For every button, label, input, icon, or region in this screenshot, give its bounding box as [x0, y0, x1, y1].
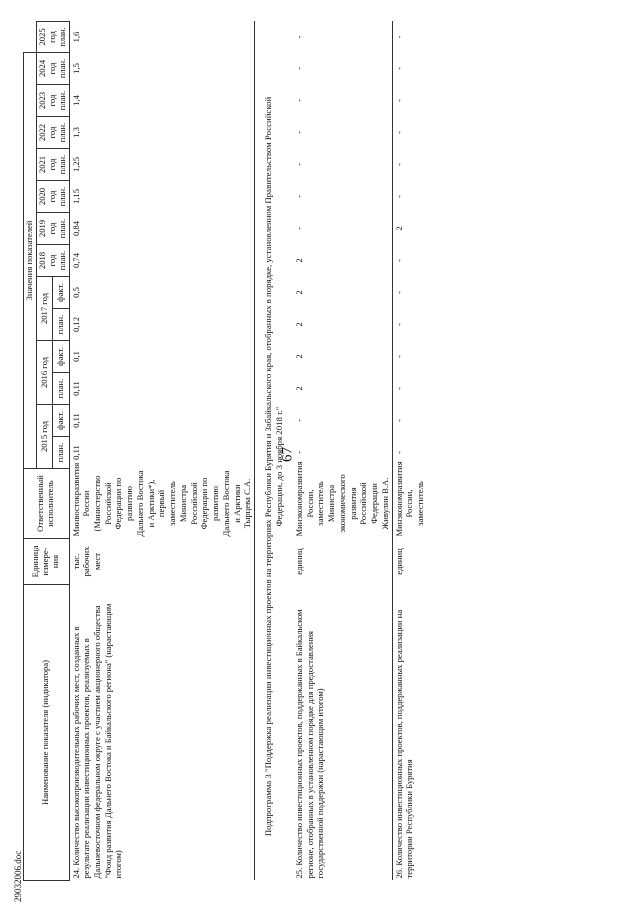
unit-cell: тыс. рабочих мест [69, 539, 254, 585]
value-cell: - [393, 419, 404, 422]
row-number: 25. [293, 867, 304, 879]
value-cell: - [393, 163, 404, 166]
value-cell: 2 [293, 341, 392, 373]
header-2016-fact: факт. [53, 341, 69, 373]
table-row [392, 22, 427, 881]
value-cell: 2 [293, 309, 392, 341]
value-cell: 2 [293, 277, 392, 309]
header-year-2024: 2024 год план. [36, 52, 69, 84]
header-2017-plan: план. [53, 309, 69, 341]
value-cell: 2 [293, 245, 392, 277]
header-year-2015: 2015 год [36, 405, 52, 469]
header-2016-plan: план. [53, 373, 69, 405]
responsible-cell: Минвостокразвития России (Министерство Российской Федерации по развитию Дальнего Востока и Арктики*), первый заместитель Министра Российской Федерации по развитию Дальнего Востока и Арктики Тырцева С.А. [69, 469, 254, 539]
value-cell: - [393, 35, 404, 39]
subprogram-title: Подпрограмма 3 "Поддержка реализации инвестиционных проектов на территориях Республики Бурятия и Забайкальского края, отобранных в порядке, установленном Правительством Российской Федерации, до 3 ноября 2018 г." [262, 96, 284, 837]
header-year-2017: 2017 год [36, 277, 52, 341]
table-row [69, 22, 254, 881]
value-cell: - [293, 22, 392, 53]
value-cell: - [293, 85, 392, 117]
value-cell: 0,11 [69, 373, 254, 405]
value-cell: 1,6 [69, 22, 254, 53]
unit-cell: единиц [393, 548, 404, 575]
value-cell: - [393, 291, 404, 294]
value-cell: 0,11 [69, 405, 254, 437]
value-cell: 1,4 [69, 85, 254, 117]
value-cell: 1,5 [69, 52, 254, 84]
header-year-2019: 2019 год план. [36, 213, 69, 245]
indicator-name-cell [293, 585, 392, 881]
header-indicator-name: Наименование показателя (индикатора) [24, 585, 70, 881]
unit-cell: единиц [293, 539, 392, 585]
value-cell: - [293, 213, 392, 245]
value-cell: 0,12 [69, 309, 254, 341]
header-year-2025: 2025 год план. [36, 22, 69, 53]
value-cell: 0,5 [69, 277, 254, 309]
footer-file-code: 29032006.doc [13, 850, 23, 902]
indicator-name: Количество инвестиционных проектов, поддержанных реализации на территории Республики Бурятия [393, 609, 415, 879]
indicator-name: Количество высокопроизводительных рабочих мест, созданных в результате реализации инвестиционных проектов, реализуемых в Дальневосточном федеральном округе с участием акционерного общества "Фонд развития Дальнего Востока и Байкальского региона" (нарастающим итогом) [70, 603, 124, 879]
value-cell: - [293, 52, 392, 84]
table-header [24, 22, 70, 881]
header-year-2016: 2016 год [36, 341, 52, 405]
value-cell: 0,74 [69, 245, 254, 277]
value-cell: - [393, 451, 404, 454]
table-row [293, 22, 392, 881]
header-year-2021: 2021 год план. [36, 149, 69, 181]
responsible-cell: Минэкономразвития России, заместитель Министра экономического развития Российской Федерации Живулин В.А. [293, 469, 392, 539]
header-responsible: Ответственный исполнитель [24, 469, 70, 539]
indicator-name-cell [392, 585, 427, 881]
header-year-2023: 2023 год план. [36, 85, 69, 117]
indicator-name: Количество инвестиционных проектов, поддержанных в Байкальском регионе, отобранных в установленном порядке для предоставления государственной поддержки (нарастающим итогом) [293, 609, 326, 879]
value-cell: - [293, 437, 392, 469]
value-cell: 0,84 [69, 213, 254, 245]
subprogram-row [254, 22, 292, 881]
value-cell: 1,15 [69, 181, 254, 213]
header-unit: Единица измере-ния [24, 539, 70, 585]
rotated-table-area [23, 16, 640, 881]
page-number: 67 [279, 447, 296, 462]
value-cell: - [393, 131, 404, 134]
value-cell: - [293, 149, 392, 181]
value-cell: - [393, 99, 404, 102]
value-cell: - [293, 117, 392, 149]
header-2015-plan: план. [53, 437, 69, 469]
indicator-name-cell [69, 585, 254, 881]
value-cell: 0,1 [69, 341, 254, 373]
row-number: 26. [393, 867, 404, 879]
header-2017-fact: факт. [53, 277, 69, 309]
header-values: Значения показателей [24, 52, 37, 468]
row-number: 24. [70, 867, 81, 879]
value-cell: 1,3 [69, 117, 254, 149]
indicators-table [23, 21, 427, 881]
value-cell: 1,25 [69, 149, 254, 181]
value-cell: - [393, 323, 404, 326]
value-cell: - [293, 405, 392, 437]
header-year-2020: 2020 год план. [36, 181, 69, 213]
value-cell: - [393, 67, 404, 70]
value-cell: - [393, 195, 404, 198]
value-cell: - [393, 355, 404, 358]
value-cell: - [293, 181, 392, 213]
header-2015-fact: факт. [53, 405, 69, 437]
value-cell: - [393, 387, 404, 390]
value-cell: 0,11 [69, 437, 254, 469]
responsible-cell: Минэкономразвития России, заместитель [393, 461, 426, 537]
value-cell: - [393, 259, 404, 262]
value-cell: 2 [293, 373, 392, 405]
header-year-2022: 2022 год план. [36, 117, 69, 149]
header-year-2018: 2018 год план. [36, 245, 69, 277]
value-cell: 2 [393, 226, 404, 231]
